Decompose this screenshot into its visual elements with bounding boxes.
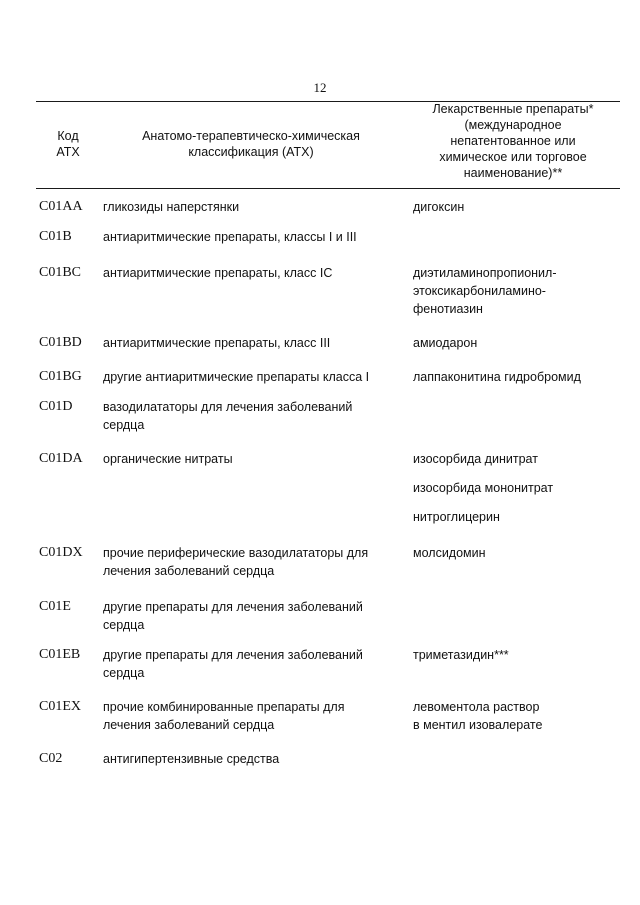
atc-code: C01D (39, 399, 73, 414)
drug-line: амиодарон (413, 336, 478, 350)
drug-item (413, 544, 623, 562)
table-row (0, 698, 640, 750)
classification-line: антигипертензивные средства (103, 752, 280, 766)
classification-line: лечения заболеваний сердца (103, 564, 275, 578)
header-code-line: Код (57, 129, 79, 143)
atc-code: C01DX (39, 545, 83, 560)
classification-name (103, 334, 413, 352)
classification-name (103, 544, 413, 580)
table-row (0, 198, 640, 228)
drug-list (413, 646, 623, 664)
table-row (0, 598, 640, 646)
classification-name (103, 198, 413, 216)
drug-line: этоксикарбониламино- (413, 284, 546, 298)
header-drugs (406, 101, 620, 181)
drug-list (413, 698, 623, 734)
classification-line: другие препараты для лечения заболеваний (103, 600, 363, 614)
table-body (0, 198, 640, 780)
classification-name (103, 264, 413, 282)
header-drugs-line: непатентованное или (450, 134, 576, 148)
drug-item (413, 198, 623, 216)
drug-list (413, 334, 623, 352)
classification-name (103, 450, 413, 468)
table-row (0, 646, 640, 698)
drug-item (413, 264, 623, 318)
atc-code: C01AA (39, 199, 83, 214)
classification-line: сердца (103, 618, 145, 632)
classification-line: сердца (103, 666, 145, 680)
table-row (0, 334, 640, 368)
drug-line: левоментола раствор (413, 700, 540, 714)
header-classification (120, 128, 382, 160)
header-drugs-line: наименование)** (463, 166, 563, 180)
drug-line: в ментил изовалерате (413, 718, 543, 732)
table-row (0, 544, 640, 598)
drug-item (413, 698, 623, 734)
drug-line: фенотиазин (413, 302, 483, 316)
drug-list (413, 450, 623, 526)
header-classification-line: классификация (АТХ) (188, 145, 314, 159)
drug-item (413, 450, 623, 468)
classification-line: органические нитраты (103, 452, 233, 466)
drug-line: молсидомин (413, 546, 486, 560)
table-row (0, 750, 640, 780)
classification-line: прочие периферические вазодилататоры для (103, 546, 369, 560)
table-row (0, 264, 640, 334)
classification-line: антиаритмические препараты, класс III (103, 336, 331, 350)
classification-line: антиаритмические препараты, класс IC (103, 266, 333, 280)
classification-name (103, 368, 413, 386)
classification-name (103, 228, 413, 246)
drug-item (413, 646, 623, 664)
atc-code: C01BD (39, 335, 82, 350)
drug-line: изосорбида мононитрат (413, 481, 554, 495)
atc-code: C01EB (39, 647, 81, 662)
drug-line: нитроглицерин (413, 510, 500, 524)
table-row (0, 398, 640, 450)
drug-list (413, 198, 623, 216)
classification-name (103, 750, 413, 768)
table-header-rule (36, 188, 620, 189)
table-row (0, 368, 640, 398)
header-classification-line: Анатомо-терапевтическо-химическая (142, 129, 360, 143)
drug-line: изосорбида динитрат (413, 452, 538, 466)
drug-item (413, 368, 623, 386)
atc-code: C01E (39, 599, 71, 614)
atc-code: C01BC (39, 265, 82, 280)
classification-line: другие антиаритмические препараты класса I (103, 370, 370, 384)
drug-line: триметазидин*** (413, 648, 509, 662)
classification-name (103, 598, 413, 634)
table-row (0, 450, 640, 544)
drug-line: дигоксин (413, 200, 465, 214)
classification-name (103, 698, 413, 734)
drug-item (413, 334, 623, 352)
classification-line: другие препараты для лечения заболеваний (103, 648, 363, 662)
atc-code: C01DA (39, 451, 83, 466)
header-code (36, 128, 100, 160)
drug-item (413, 479, 623, 497)
drug-list (413, 544, 623, 562)
atc-code: C01EX (39, 699, 81, 714)
page-number: 12 (313, 80, 327, 95)
header-code-line: АТХ (56, 145, 80, 159)
atc-code: C01B (39, 229, 72, 244)
classification-line: лечения заболеваний сердца (103, 718, 275, 732)
classification-line: гликозиды наперстянки (103, 200, 240, 214)
table-row (0, 228, 640, 264)
drug-list (413, 368, 623, 386)
classification-name (103, 646, 413, 682)
drug-line: лаппаконитина гидробромид (413, 370, 581, 384)
drug-item (413, 508, 623, 526)
classification-line: антиаритмические препараты, классы I и III (103, 230, 357, 244)
drug-list (413, 264, 623, 318)
header-drugs-line: Лекарственные препараты* (432, 102, 594, 116)
drug-line: диэтиламинопропионил- (413, 266, 557, 280)
classification-name (103, 398, 413, 434)
classification-line: прочие комбинированные препараты для (103, 700, 345, 714)
classification-line: сердца (103, 418, 145, 432)
header-drugs-line: (международное (464, 118, 562, 132)
atc-code: C02 (39, 751, 63, 766)
atc-code: C01BG (39, 369, 82, 384)
classification-line: вазодилататоры для лечения заболеваний (103, 400, 353, 414)
header-drugs-line: химическое или торговое (439, 150, 587, 164)
